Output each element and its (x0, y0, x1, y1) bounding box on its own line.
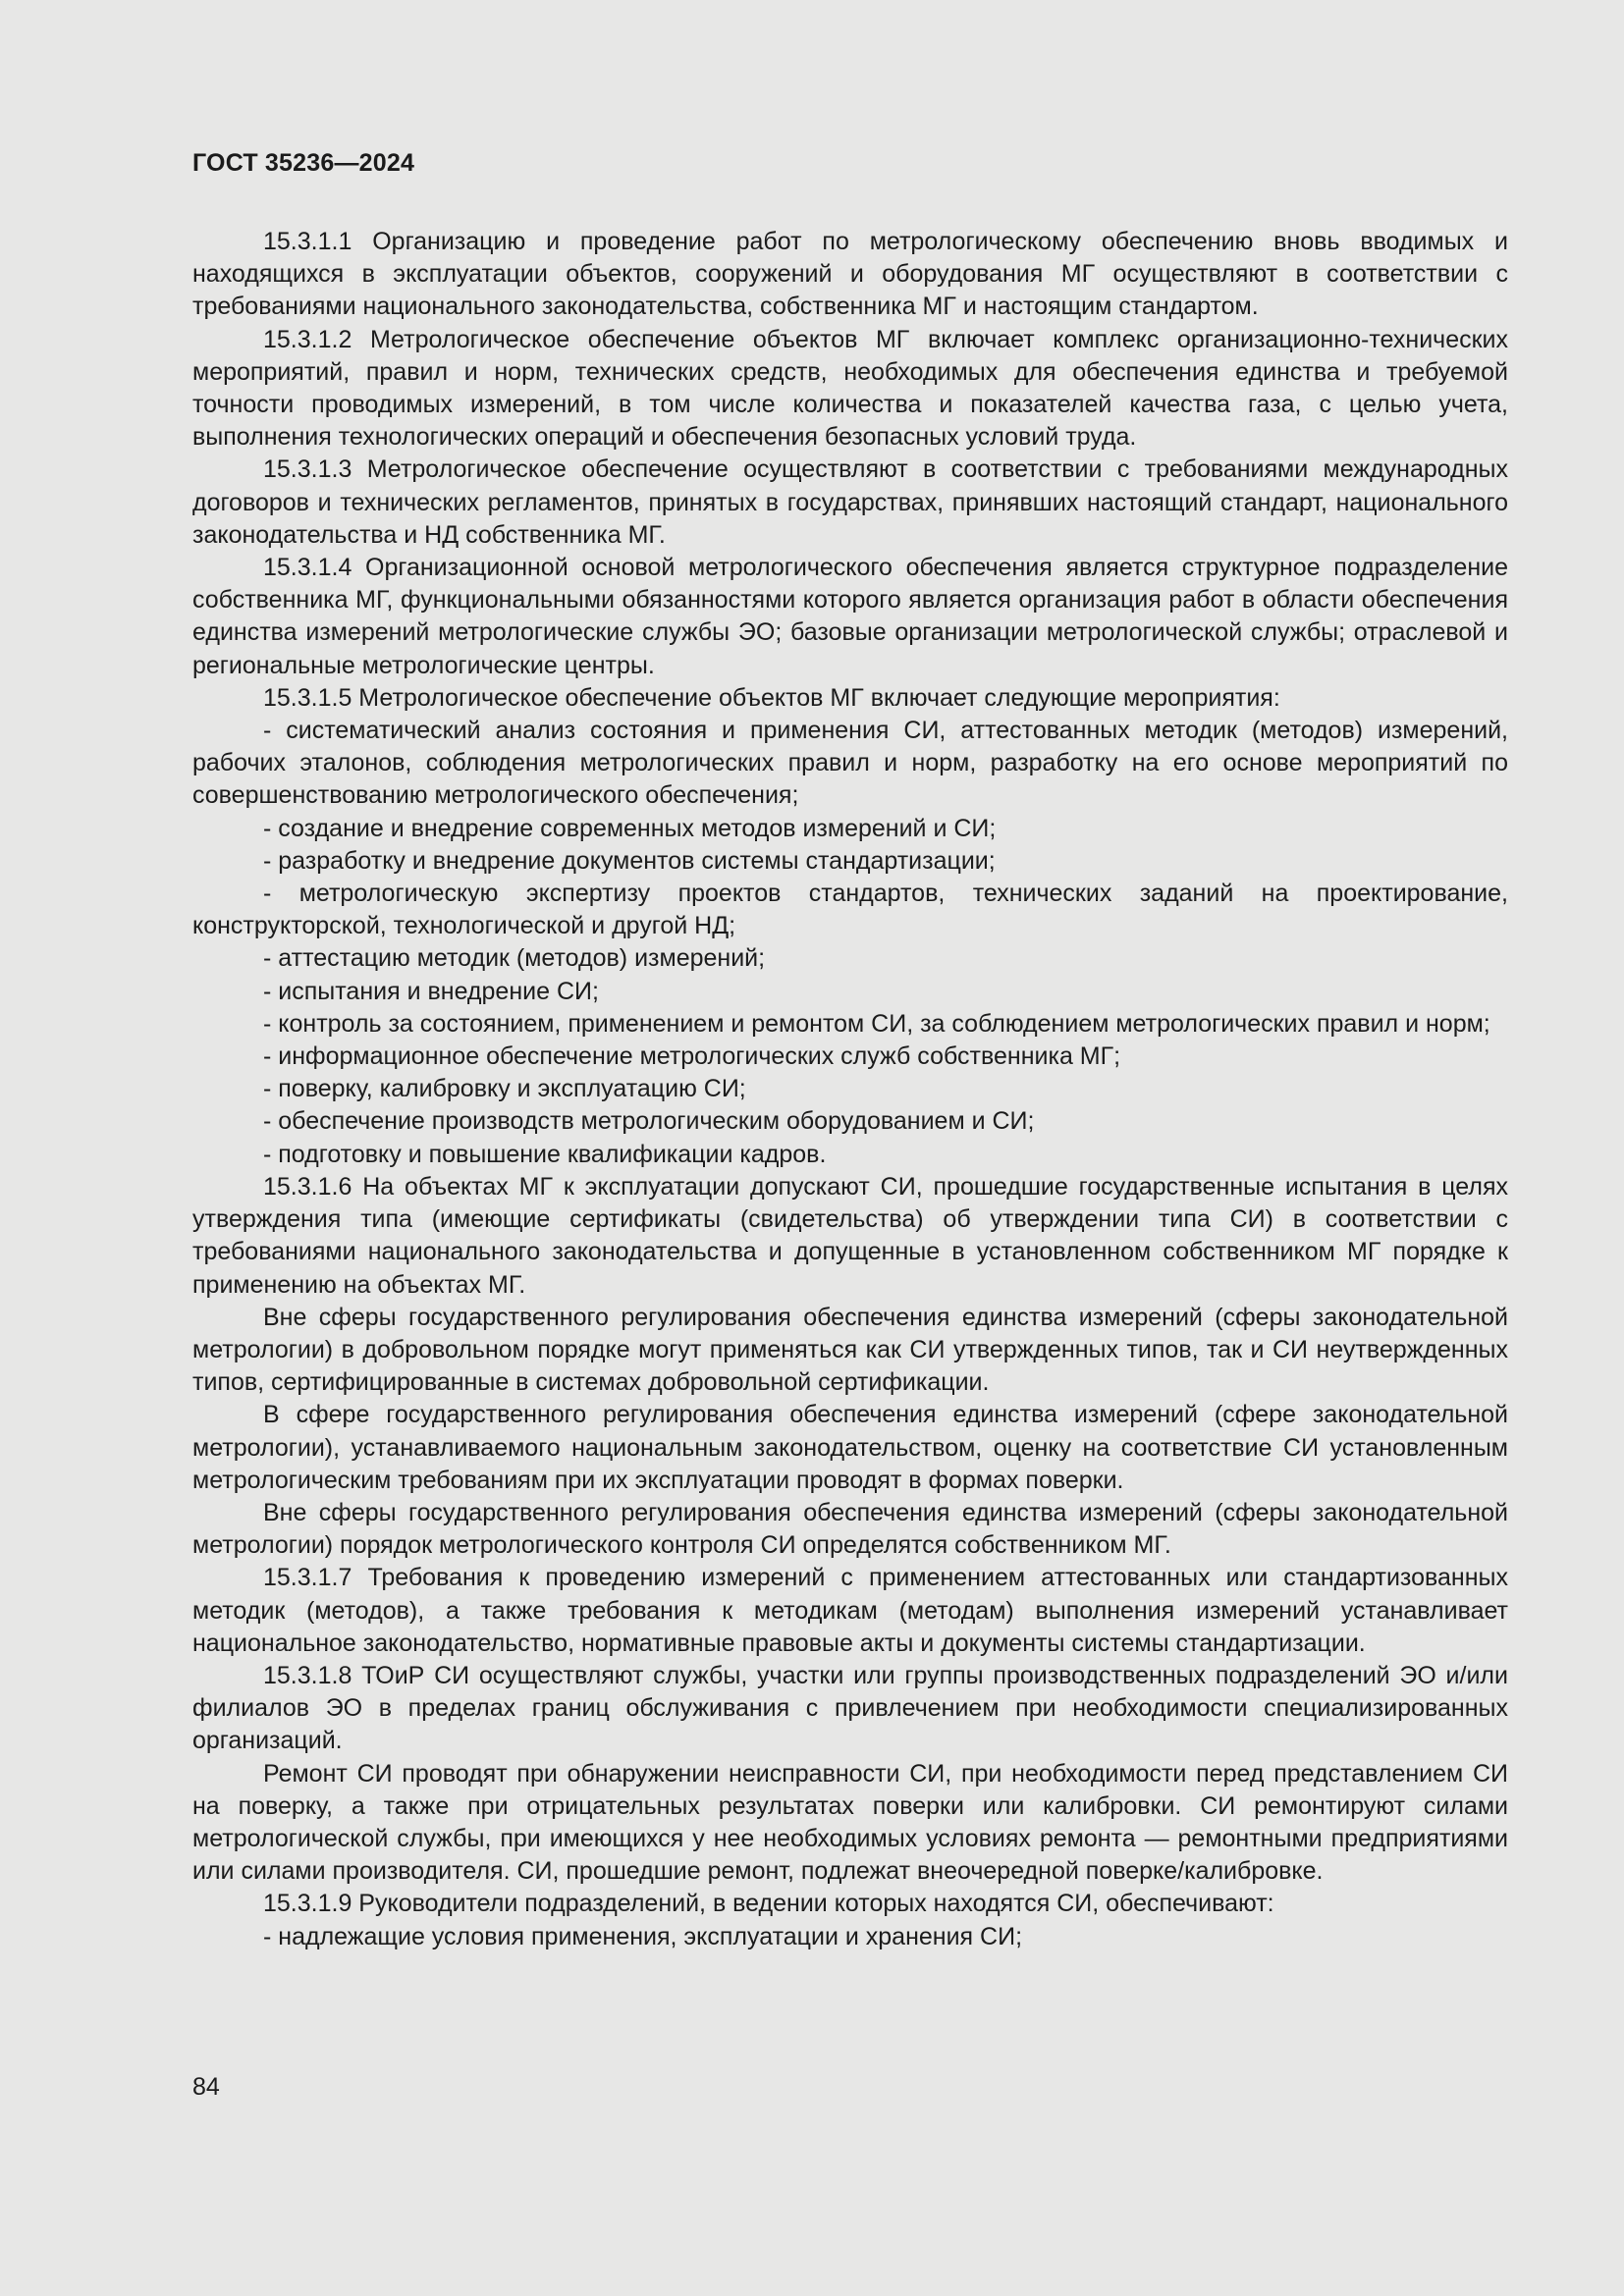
body-paragraph: Вне сферы государственного регулирования обеспечения единства измерений (сферы законодательной метрологии) в добровольном порядке могут применяться как СИ утвержденных типов, так и СИ неутвержденных типов, сертифицированные в системах добровольной сертификации. (192, 1303, 1508, 1397)
body-paragraph: Ремонт СИ проводят при обнаружении неисправности СИ, при необходимости перед представлением СИ на поверку, а также при отрицательных результатах поверки или калибровки. СИ ремонтируют силами метрологической службы, при имеющихся у нее необходимых условиях ремонта — ремонтными предприятиями или силами производителя. СИ, прошедшие ремонт, подлежат внеочередной поверке/калибровке. (192, 1759, 1508, 1886)
body-paragraph: - метрологическую экспертизу проектов стандартов, технических заданий на проектирование, конструкторской, технологической и другой НД; (192, 880, 1508, 940)
body-paragraph: - испытания и внедрение СИ; (263, 977, 599, 1005)
body-paragraph: - систематический анализ состояния и применения СИ, аттестованных методик (методов) измерений, рабочих эталонов, соблюдения метрологических правил и норм, разработку на его основе мероприятий по совершенствованию метрологического обеспечения; (192, 717, 1508, 810)
document-code-header: ГОСТ 35236—2024 (192, 149, 415, 177)
body-paragraph: 15.3.1.9 Руководители подразделений, в ведении которых находятся СИ, обеспечивают: (263, 1890, 1274, 1918)
body-paragraph: 15.3.1.4 Организационной основой метрологического обеспечения является структурное подразделение собственника МГ, функциональными обязанностями которого является организация работ в области обеспечения единства измерений метрологические службы ЭО; базовые организации метрологической службы; отраслевой и региональные метрологические центры. (192, 554, 1508, 679)
body-paragraph: 15.3.1.2 Метрологическое обеспечение объектов МГ включает комплекс организационно-технических мероприятий, правил и норм, технических средств, необходимых для обеспечения единства и требуемой точности проводимых измерений, в том числе количества и показателей качества газа, с целью учета, выполнения технологических операций и обеспечения безопасных условий труда. (192, 325, 1508, 452)
body-paragraph: - разработку и внедрение документов системы стандартизации; (263, 846, 996, 875)
page-number: 84 (192, 2073, 220, 2101)
body-paragraph: - аттестацию методик (методов) измерений; (263, 944, 766, 973)
document-body (192, 226, 1508, 1953)
body-paragraph: - поверку, калибровку и эксплуатацию СИ; (263, 1075, 746, 1103)
body-paragraph: В сфере государственного регулирования обеспечения единства измерений (сфере законодательной метрологии), устанавливаемого национальным законодательством, оценку на соответствие СИ установленным метрологическим требованиям при их эксплуатации проводят в формах поверки. (192, 1401, 1508, 1494)
body-paragraph: 15.3.1.3 Метрологическое обеспечение осуществляют в соответствии с требованиями международных договоров и технических регламентов, принятых в государствах, принявших настоящий стандарт, национального законодательства и НД собственника МГ. (192, 455, 1508, 549)
body-paragraph: - контроль за состоянием, применением и ремонтом СИ, за соблюдением метрологических правил и норм; (263, 1009, 1490, 1038)
body-paragraph: - подготовку и повышение квалификации кадров. (263, 1140, 827, 1168)
body-paragraph: - информационное обеспечение метрологических служб собственника МГ; (263, 1042, 1121, 1071)
body-paragraph: 15.3.1.7 Требования к проведению измерений с применением аттестованных или стандартизованных методик (методов), а также требования к методикам (методам) выполнения измерений устанавливает национальное законодательство, нормативные правовые акты и документы системы стандартизации. (192, 1564, 1508, 1657)
body-paragraph: - создание и внедрение современных методов измерений и СИ; (263, 814, 997, 842)
body-paragraph: - надлежащие условия применения, эксплуатации и хранения СИ; (263, 1922, 1023, 1950)
body-paragraph: 15.3.1.8 ТОиР СИ осуществляют службы, участки или группы производственных подразделений ЭО и/или филиалов ЭО в пределах границ обслуживания с привлечением при необходимости специализированных организаций. (192, 1661, 1508, 1755)
body-paragraph: 15.3.1.5 Метрологическое обеспечение объектов МГ включает следующие мероприятия: (263, 683, 1280, 712)
body-paragraph: 15.3.1.1 Организацию и проведение работ по метрологическому обеспечению вновь вводимых и находящихся в эксплуатации объектов, сооружений и оборудования МГ осуществляют в соответствии с требованиями национального законодательства, собственника МГ и настоящим стандартом. (192, 228, 1508, 321)
body-paragraph: Вне сферы государственного регулирования обеспечения единства измерений (сферы законодательной метрологии) порядок метрологического контроля СИ определятся собственником МГ. (192, 1498, 1508, 1560)
body-paragraph: 15.3.1.6 На объектах МГ к эксплуатации допускают СИ, прошедшие государственные испытания в целях утверждения типа (имеющие сертификаты (свидетельства) об утверждении типа СИ) в соответствии с требованиями национального законодательства и допущенные в установленном собственником МГ порядке к применению на объектах МГ. (192, 1172, 1508, 1299)
body-paragraph: - обеспечение производств метрологическим оборудованием и СИ; (263, 1107, 1035, 1136)
